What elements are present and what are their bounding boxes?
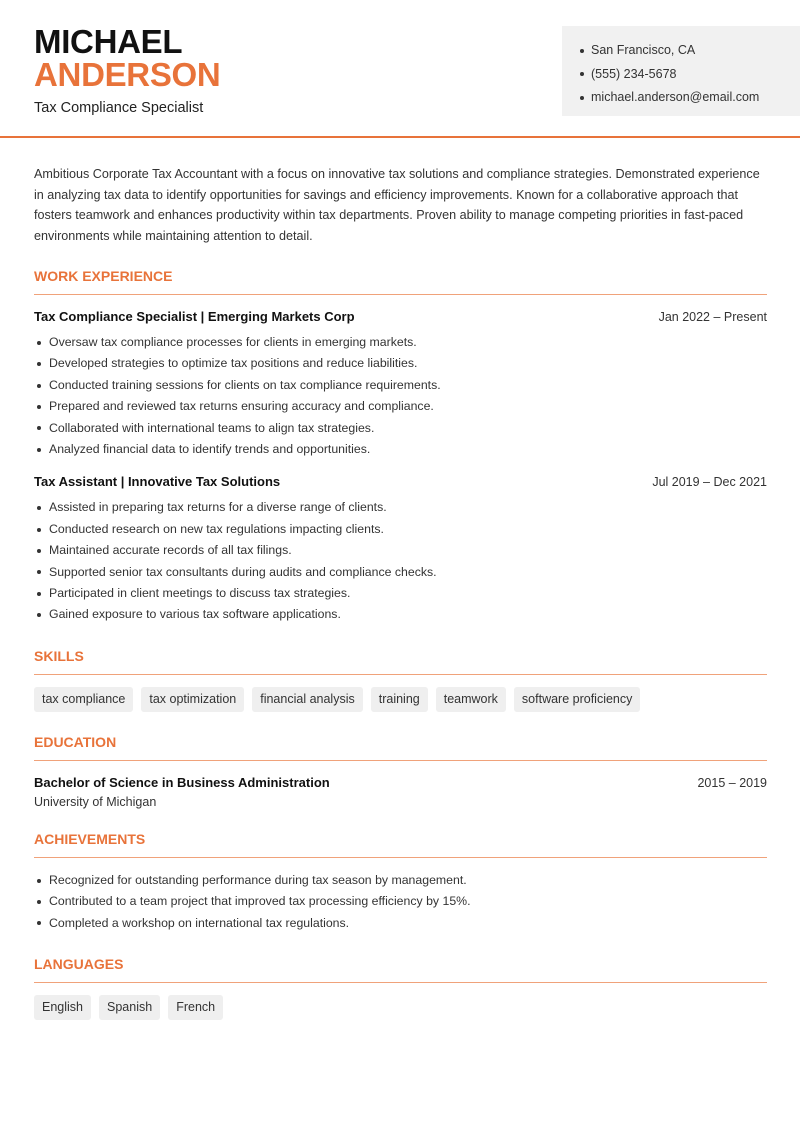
bullet-icon bbox=[37, 405, 41, 409]
education-dates: 2015 – 2019 bbox=[697, 775, 767, 790]
section-title-work: WORK EXPERIENCE bbox=[34, 268, 767, 295]
job-entry bbox=[34, 309, 767, 460]
list-item bbox=[34, 870, 767, 891]
contact-location-text: San Francisco, CA bbox=[591, 43, 696, 57]
list-item bbox=[34, 891, 767, 912]
skill-tag: teamwork bbox=[436, 687, 506, 712]
bullet-text: Participated in client meetings to discuss tax strategies. bbox=[49, 586, 351, 601]
list-item bbox=[34, 332, 767, 353]
skill-tag: software proficiency bbox=[514, 687, 640, 712]
bullet-icon bbox=[37, 592, 41, 596]
bullet-icon bbox=[37, 921, 41, 925]
bullet-icon bbox=[37, 341, 41, 345]
job-bullets bbox=[34, 497, 767, 625]
skill-tag: training bbox=[371, 687, 428, 712]
section-title-skills: SKILLS bbox=[34, 648, 767, 675]
bullet-icon bbox=[580, 72, 584, 76]
list-item bbox=[34, 604, 767, 625]
bullet-icon bbox=[37, 549, 41, 553]
list-item bbox=[34, 562, 767, 583]
bullet-icon bbox=[37, 613, 41, 617]
bullet-icon bbox=[37, 448, 41, 452]
bullet-icon bbox=[37, 570, 41, 574]
job-dates: Jan 2022 – Present bbox=[658, 310, 767, 324]
list-item bbox=[34, 396, 767, 417]
bullet-icon bbox=[37, 900, 41, 904]
contact-phone bbox=[580, 63, 800, 87]
list-item bbox=[34, 519, 767, 540]
resume-header bbox=[0, 0, 800, 138]
bullet-text: Conducted research on new tax regulations impacting clients. bbox=[49, 521, 384, 536]
bullet-icon bbox=[37, 362, 41, 366]
job-role: Tax Assistant | Innovative Tax Solutions bbox=[34, 474, 281, 490]
bullet-icon bbox=[37, 426, 41, 430]
bullet-text: Assisted in preparing tax returns for a diverse range of clients. bbox=[49, 500, 387, 515]
bullet-text: Conducted training sessions for clients on tax compliance requirements. bbox=[49, 377, 441, 392]
contact-location bbox=[580, 39, 800, 63]
job-bullets bbox=[34, 332, 767, 460]
first-name: MICHAEL bbox=[34, 23, 183, 60]
language-tag: English bbox=[34, 995, 91, 1020]
bullet-text: Oversaw tax compliance processes for clients in emerging markets. bbox=[49, 335, 417, 349]
list-item bbox=[34, 353, 767, 374]
job-title: Tax Compliance Specialist bbox=[34, 100, 204, 116]
bullet-text: Developed strategies to optimize tax positions and reduce liabilities. bbox=[49, 356, 418, 371]
contact-phone-text: (555) 234-5678 bbox=[591, 66, 677, 81]
language-tag: French bbox=[168, 995, 223, 1020]
bullet-text: Completed a workshop on international tax regulations. bbox=[49, 915, 350, 930]
language-tag: Spanish bbox=[99, 995, 160, 1020]
bullet-text: Recognized for outstanding performance during tax season by management. bbox=[49, 872, 467, 887]
section-title-education: EDUCATION bbox=[34, 734, 767, 761]
bullet-text: Supported senior tax consultants during audits and compliance checks. bbox=[49, 564, 437, 579]
bullet-icon bbox=[37, 528, 41, 532]
bullet-text: Maintained accurate records of all tax filings. bbox=[49, 543, 292, 558]
bullet-icon bbox=[37, 506, 41, 510]
bullet-text: Analyzed financial data to identify trends and opportunities. bbox=[49, 442, 371, 457]
bullet-icon bbox=[37, 384, 41, 388]
bullet-text: Contributed to a team project that improved tax processing efficiency by 15%. bbox=[49, 894, 471, 909]
achievements-list bbox=[34, 870, 767, 934]
education-school: University of Michigan bbox=[34, 794, 157, 809]
skills-list bbox=[34, 687, 767, 712]
bullet-text: Prepared and reviewed tax returns ensuring accuracy and compliance. bbox=[49, 399, 434, 414]
skill-tag: financial analysis bbox=[252, 687, 363, 712]
bullet-text: Gained exposure to various tax software applications. bbox=[49, 607, 341, 622]
section-title-achievements: ACHIEVEMENTS bbox=[34, 831, 767, 858]
job-entry bbox=[34, 474, 767, 625]
summary: Ambitious Corporate Tax Accountant with a focus on innovative tax solutions and compliance strategies. Demonstrated experience in analyzing tax data to identify opportunities for savings and efficiency improvements. Known for a collaborative approach that fosters teamwork and enhances productivity within tax departments. Proven ability to manage competing priorities in fast-paced environments while maintaining attention to detail. bbox=[34, 167, 760, 243]
contact-box bbox=[562, 26, 800, 116]
list-item bbox=[34, 540, 767, 561]
skill-tag: tax optimization bbox=[141, 687, 244, 712]
list-item bbox=[34, 913, 767, 934]
contact-email bbox=[580, 86, 800, 110]
list-item bbox=[34, 439, 767, 460]
list-item bbox=[34, 375, 767, 396]
languages-list bbox=[34, 995, 767, 1020]
job-dates: Jul 2019 – Dec 2021 bbox=[652, 475, 767, 490]
bullet-icon bbox=[37, 879, 41, 883]
bullet-text: Collaborated with international teams to align tax strategies. bbox=[49, 420, 375, 435]
list-item bbox=[34, 497, 767, 518]
job-role: Tax Compliance Specialist | Emerging Markets Corp bbox=[34, 309, 355, 324]
bullet-icon bbox=[580, 96, 584, 100]
education-entry bbox=[34, 775, 767, 809]
education-degree: Bachelor of Science in Business Administration bbox=[34, 774, 330, 790]
last-name: ANDERSON bbox=[34, 56, 221, 93]
list-item bbox=[34, 583, 767, 604]
bullet-icon bbox=[580, 49, 584, 53]
section-title-languages: LANGUAGES bbox=[34, 956, 767, 983]
list-item bbox=[34, 418, 767, 439]
skill-tag: tax compliance bbox=[34, 687, 133, 712]
resume-body bbox=[34, 164, 767, 1020]
contact-email-text: michael.anderson@email.com bbox=[591, 90, 760, 104]
